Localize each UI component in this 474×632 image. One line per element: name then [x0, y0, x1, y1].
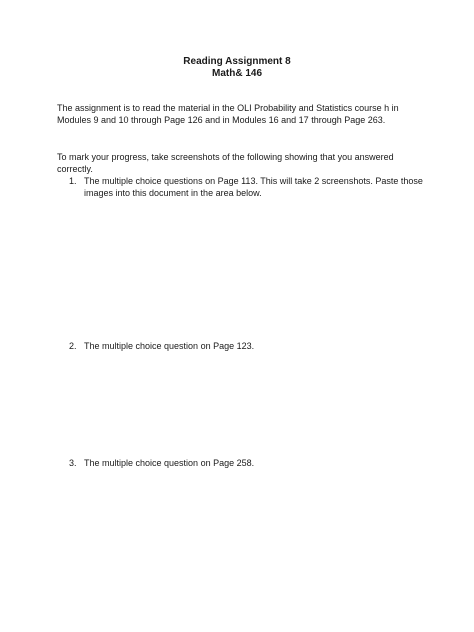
- list-item-text: The multiple choice question on Page 123.: [84, 341, 255, 351]
- list-item-text: The multiple choice question on Page 258.: [84, 458, 255, 468]
- list-item-number: 2.: [69, 341, 77, 351]
- course-name: Math& 146: [211, 68, 262, 79]
- progress-instructions: To mark your progress, take screenshots of the following showing that you answered correctly.: [57, 152, 394, 174]
- document-title: Reading Assignment 8: [183, 56, 291, 67]
- assignment-intro: The assignment is to read the material in the OLI Probability and Statistics course h in Modules 9 and 10 through Page 126 and in Modules 16 and 17 through Page 263.: [57, 103, 399, 125]
- list-item-number: 3.: [69, 458, 77, 468]
- list-item-text: The multiple choice questions on Page 113. This will take 2 screenshots. Paste those images into this document in the area below.: [84, 176, 423, 198]
- list-item-number: 1.: [69, 176, 77, 186]
